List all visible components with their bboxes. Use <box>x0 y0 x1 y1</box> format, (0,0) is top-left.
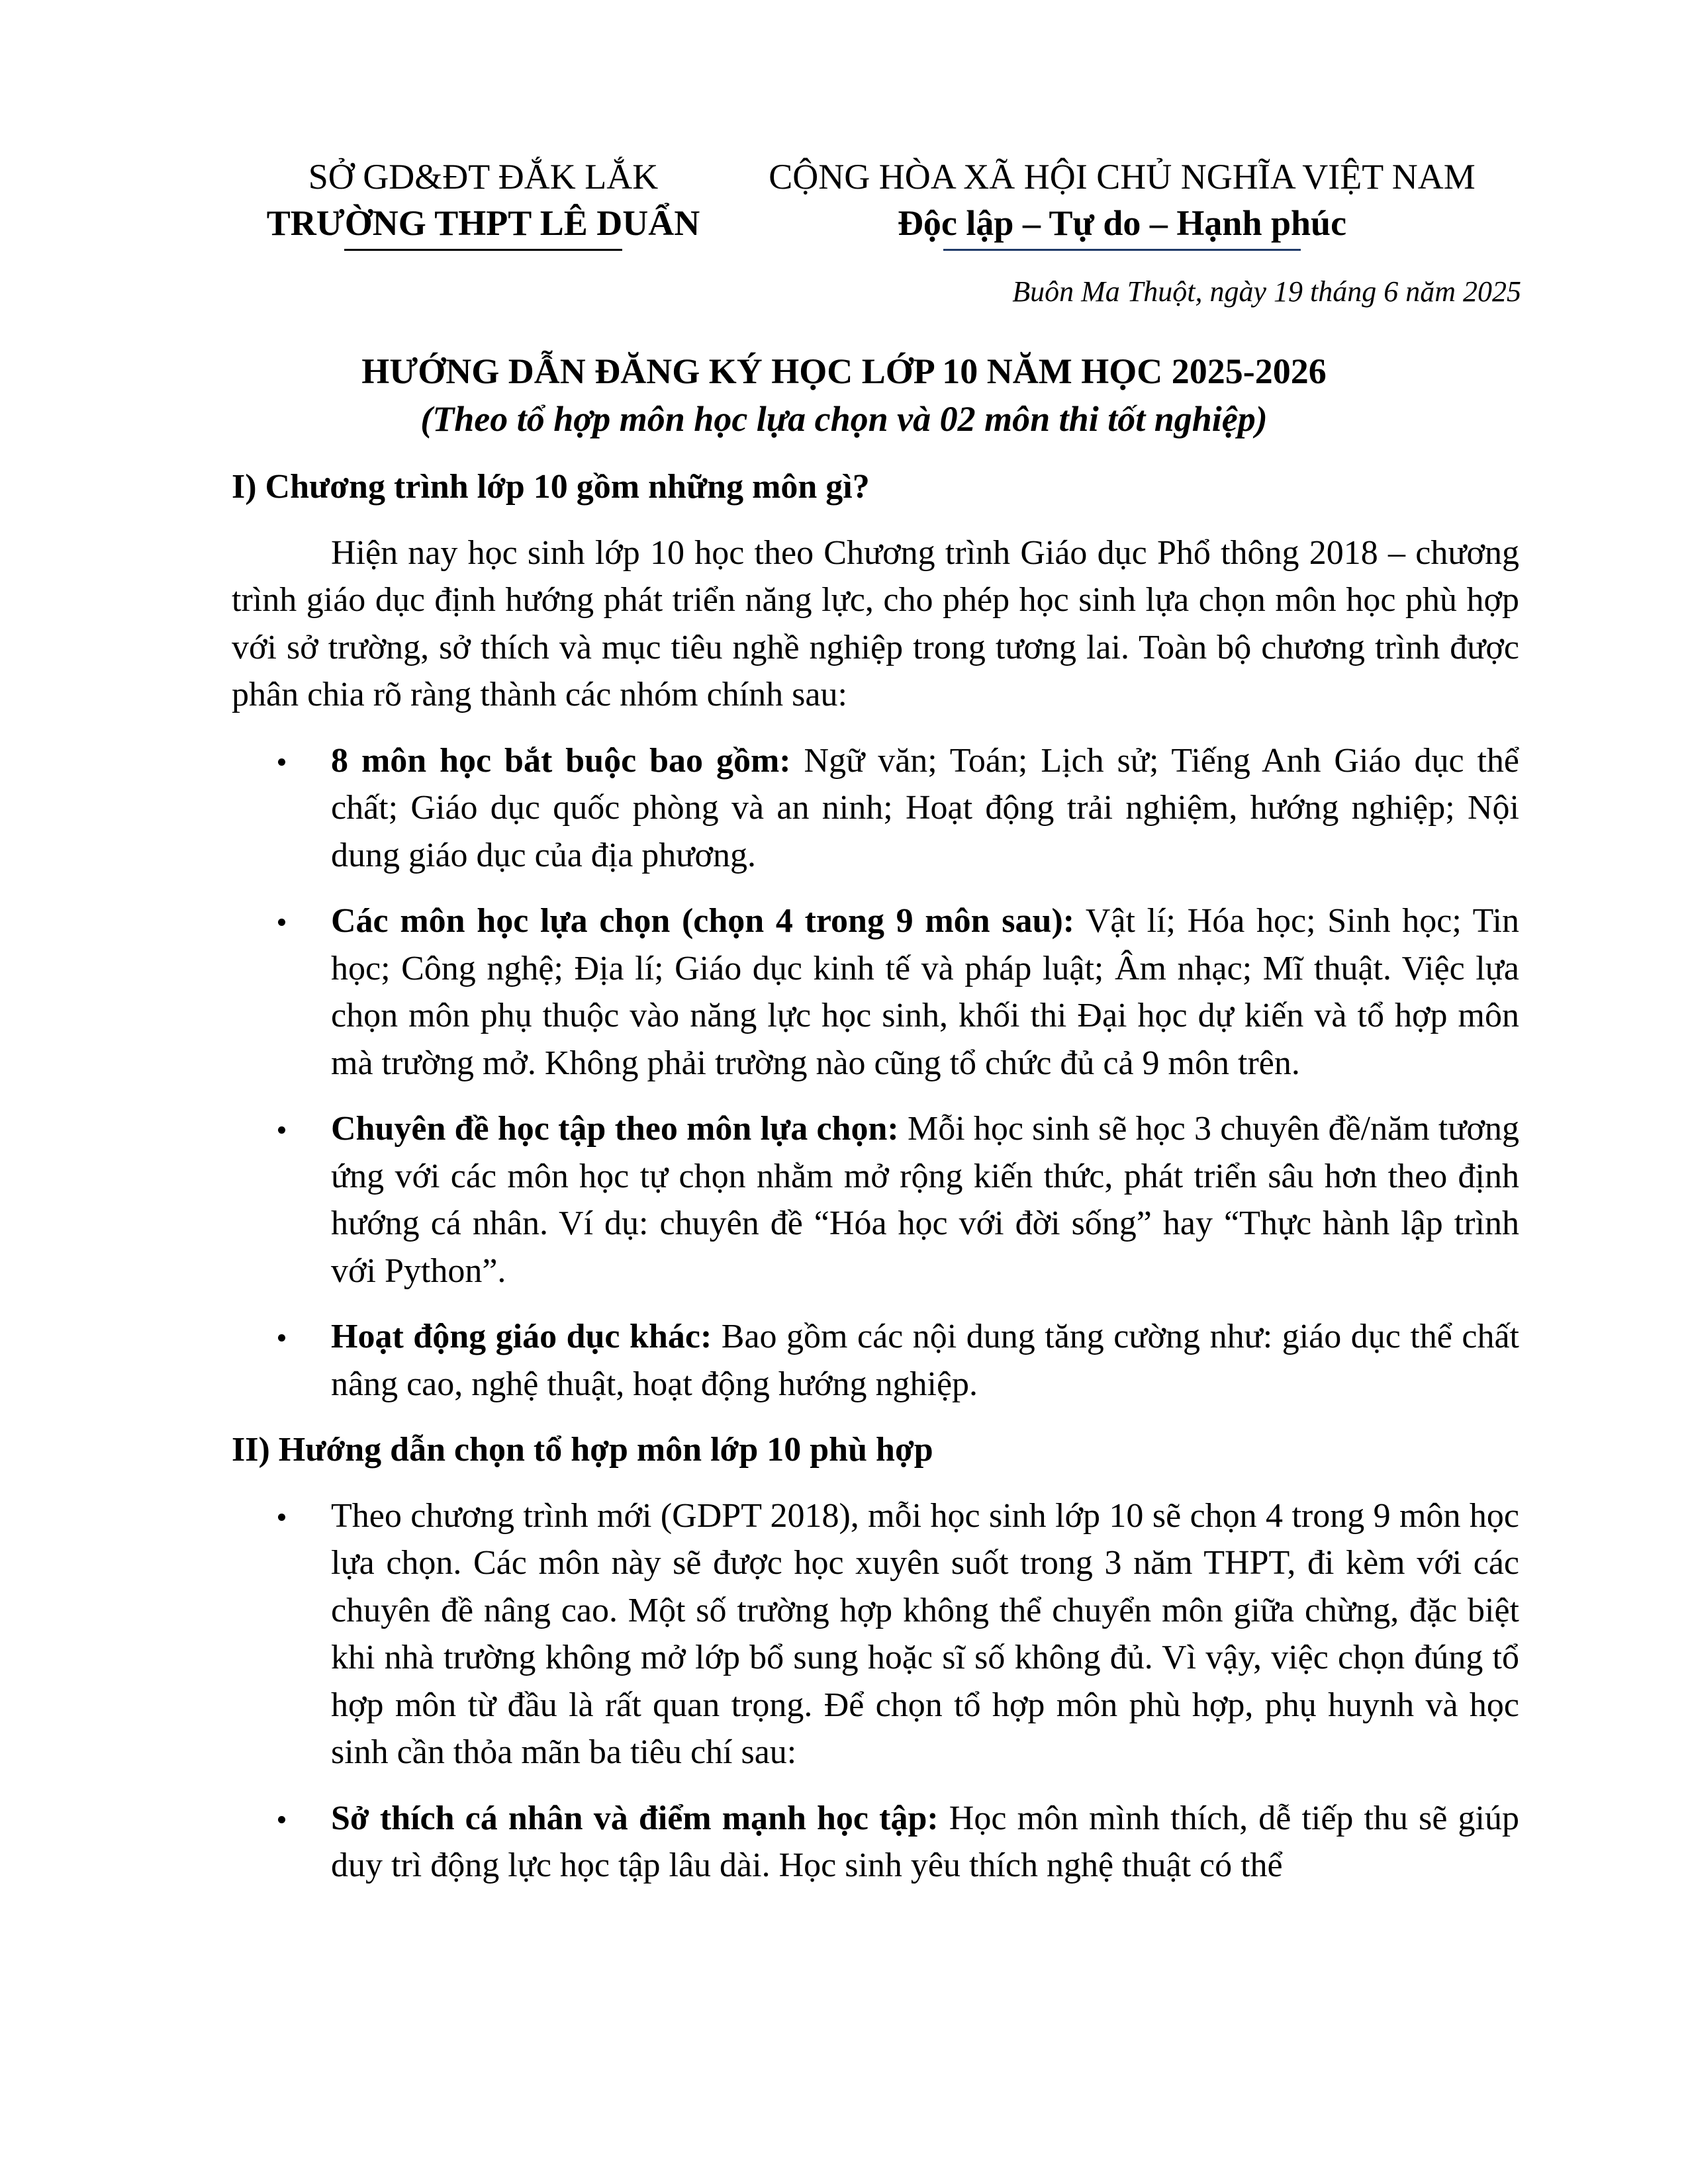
bullet-icon <box>278 1334 285 1342</box>
school-name: TRƯỜNG THPT LÊ DUẨN <box>266 203 700 243</box>
item-text: Mỗi học sinh sẽ học 3 chuyên đề/năm tương ứng với các môn học tự chọn nhằm mở rộng kiến thức, phát triển sâu hơn theo định hướng cá nhân. Ví dụ: chuyên đề “Hóa học với đời sống” hay “Thực hành lập trình với Python”. <box>331 1110 1520 1290</box>
national-title: CỘNG HÒA XÃ HỘI CHỦ NGHĨA VIỆT NAM <box>769 157 1476 197</box>
item-label: Hoạt động giáo dục khác: <box>331 1318 712 1355</box>
list-item <box>232 1492 1519 1776</box>
motto-underline <box>943 249 1301 251</box>
section-1-list <box>232 737 1519 1408</box>
section-1-intro: Hiện nay học sinh lớp 10 học theo Chương trình Giáo dục Phổ thông 2018 – chương trình giáo dục định hướng phát triển năng lực, cho phép học sinh lựa chọn môn học phù hợp với sở trường, sở thích và mục tiêu nghề nghiệp trong tương lai. Toàn bộ chương trình được phân chia rõ ràng thành các nhóm chính sau: <box>232 533 1519 713</box>
agency-header <box>245 154 722 251</box>
list-item <box>232 1795 1519 1889</box>
section-1-heading: I) Chương trình lớp 10 gồm những môn gì? <box>232 468 870 506</box>
item-text: Học môn mình thích, dễ tiếp thu sẽ giúp duy trì động lực học tập lâu dài. Học sinh yêu thích nghệ thuật có thể <box>331 1799 1519 1884</box>
list-item <box>232 1105 1519 1295</box>
bullet-icon <box>278 1126 285 1134</box>
date-line: Buôn Ma Thuột, ngày 19 tháng 6 năm 2025 <box>1012 275 1521 308</box>
item-label: 8 môn học bắt buộc bao gồm: <box>331 741 791 780</box>
section-2-heading: II) Hướng dẫn chọn tổ hợp môn lớp 10 phù hợp <box>232 1431 933 1469</box>
bullet-icon <box>278 758 285 766</box>
list-item <box>232 897 1519 1087</box>
title-subtitle: (Theo tổ hợp môn học lựa chọn và 02 môn thi tốt nghiệp) <box>420 399 1268 439</box>
document-title <box>232 347 1456 443</box>
bullet-icon <box>278 919 285 926</box>
item-label: Các môn học lựa chọn (chọn 4 trong 9 môn sau): <box>331 902 1075 940</box>
item-text: Theo chương trình mới (GDPT 2018), mỗi học sinh lớp 10 sẽ chọn 4 trong 9 môn học lựa chọn. Các môn này sẽ được học xuyên suốt trong 3 năm THPT, đi kèm với các chuyên đề nâng cao. Một số trường hợp không thể chuyển môn giữa chừng, đặc biệt khi nhà trường không mở lớp bổ sung hoặc sĩ số không đủ. Vì vậy, việc chọn đúng tổ hợp môn từ đầu là rất quan trọng. Để chọn tổ hợp môn phù hợp, phụ huynh và học sinh cần thỏa mãn ba tiêu chí sau: <box>331 1496 1519 1771</box>
list-item <box>232 1313 1519 1408</box>
bullet-icon <box>278 1514 285 1521</box>
school-name-underline <box>344 249 622 251</box>
list-item <box>232 737 1519 880</box>
bullet-icon <box>278 1816 285 1823</box>
document-body <box>232 463 1519 1908</box>
item-label: Sở thích cá nhân và điểm mạnh học tập: <box>331 1799 939 1837</box>
item-text: Ngữ văn; Toán; Lịch sử; Tiếng Anh Giáo dục thể chất; Giáo dục quốc phòng và an ninh; Hoạt động trải nghiệm, hướng nghiệp; Nội dung giáo dục của địa phương. <box>331 741 1519 874</box>
national-motto: Độc lập – Tự do – Hạnh phúc <box>897 203 1347 243</box>
item-text: Bao gồm các nội dung tăng cường như: giáo dục thể chất nâng cao, nghệ thuật, hoạt động hướng nghiệp. <box>331 1318 1519 1403</box>
national-header <box>725 154 1519 251</box>
department-name: SỞ GD&ĐT ĐẮK LẮK <box>308 157 659 197</box>
item-label: Chuyên đề học tập theo môn lựa chọn: <box>331 1110 899 1148</box>
item-text: Vật lí; Hóa học; Sinh học; Tin học; Công nghệ; Địa lí; Giáo dục kinh tế và pháp luật; Âm nhạc; Mĩ thuật. Việc lựa chọn môn phụ thuộc vào năng lực học sinh, khối thi Đại học dự kiến và tổ hợp môn mà trường mở. Không phải trường nào cũng tổ chức đủ cả 9 môn trên. <box>331 902 1519 1082</box>
title-main: HƯỚNG DẪN ĐĂNG KÝ HỌC LỚP 10 NĂM HỌC 2025-2026 <box>361 351 1327 391</box>
section-2-list <box>232 1492 1519 1889</box>
